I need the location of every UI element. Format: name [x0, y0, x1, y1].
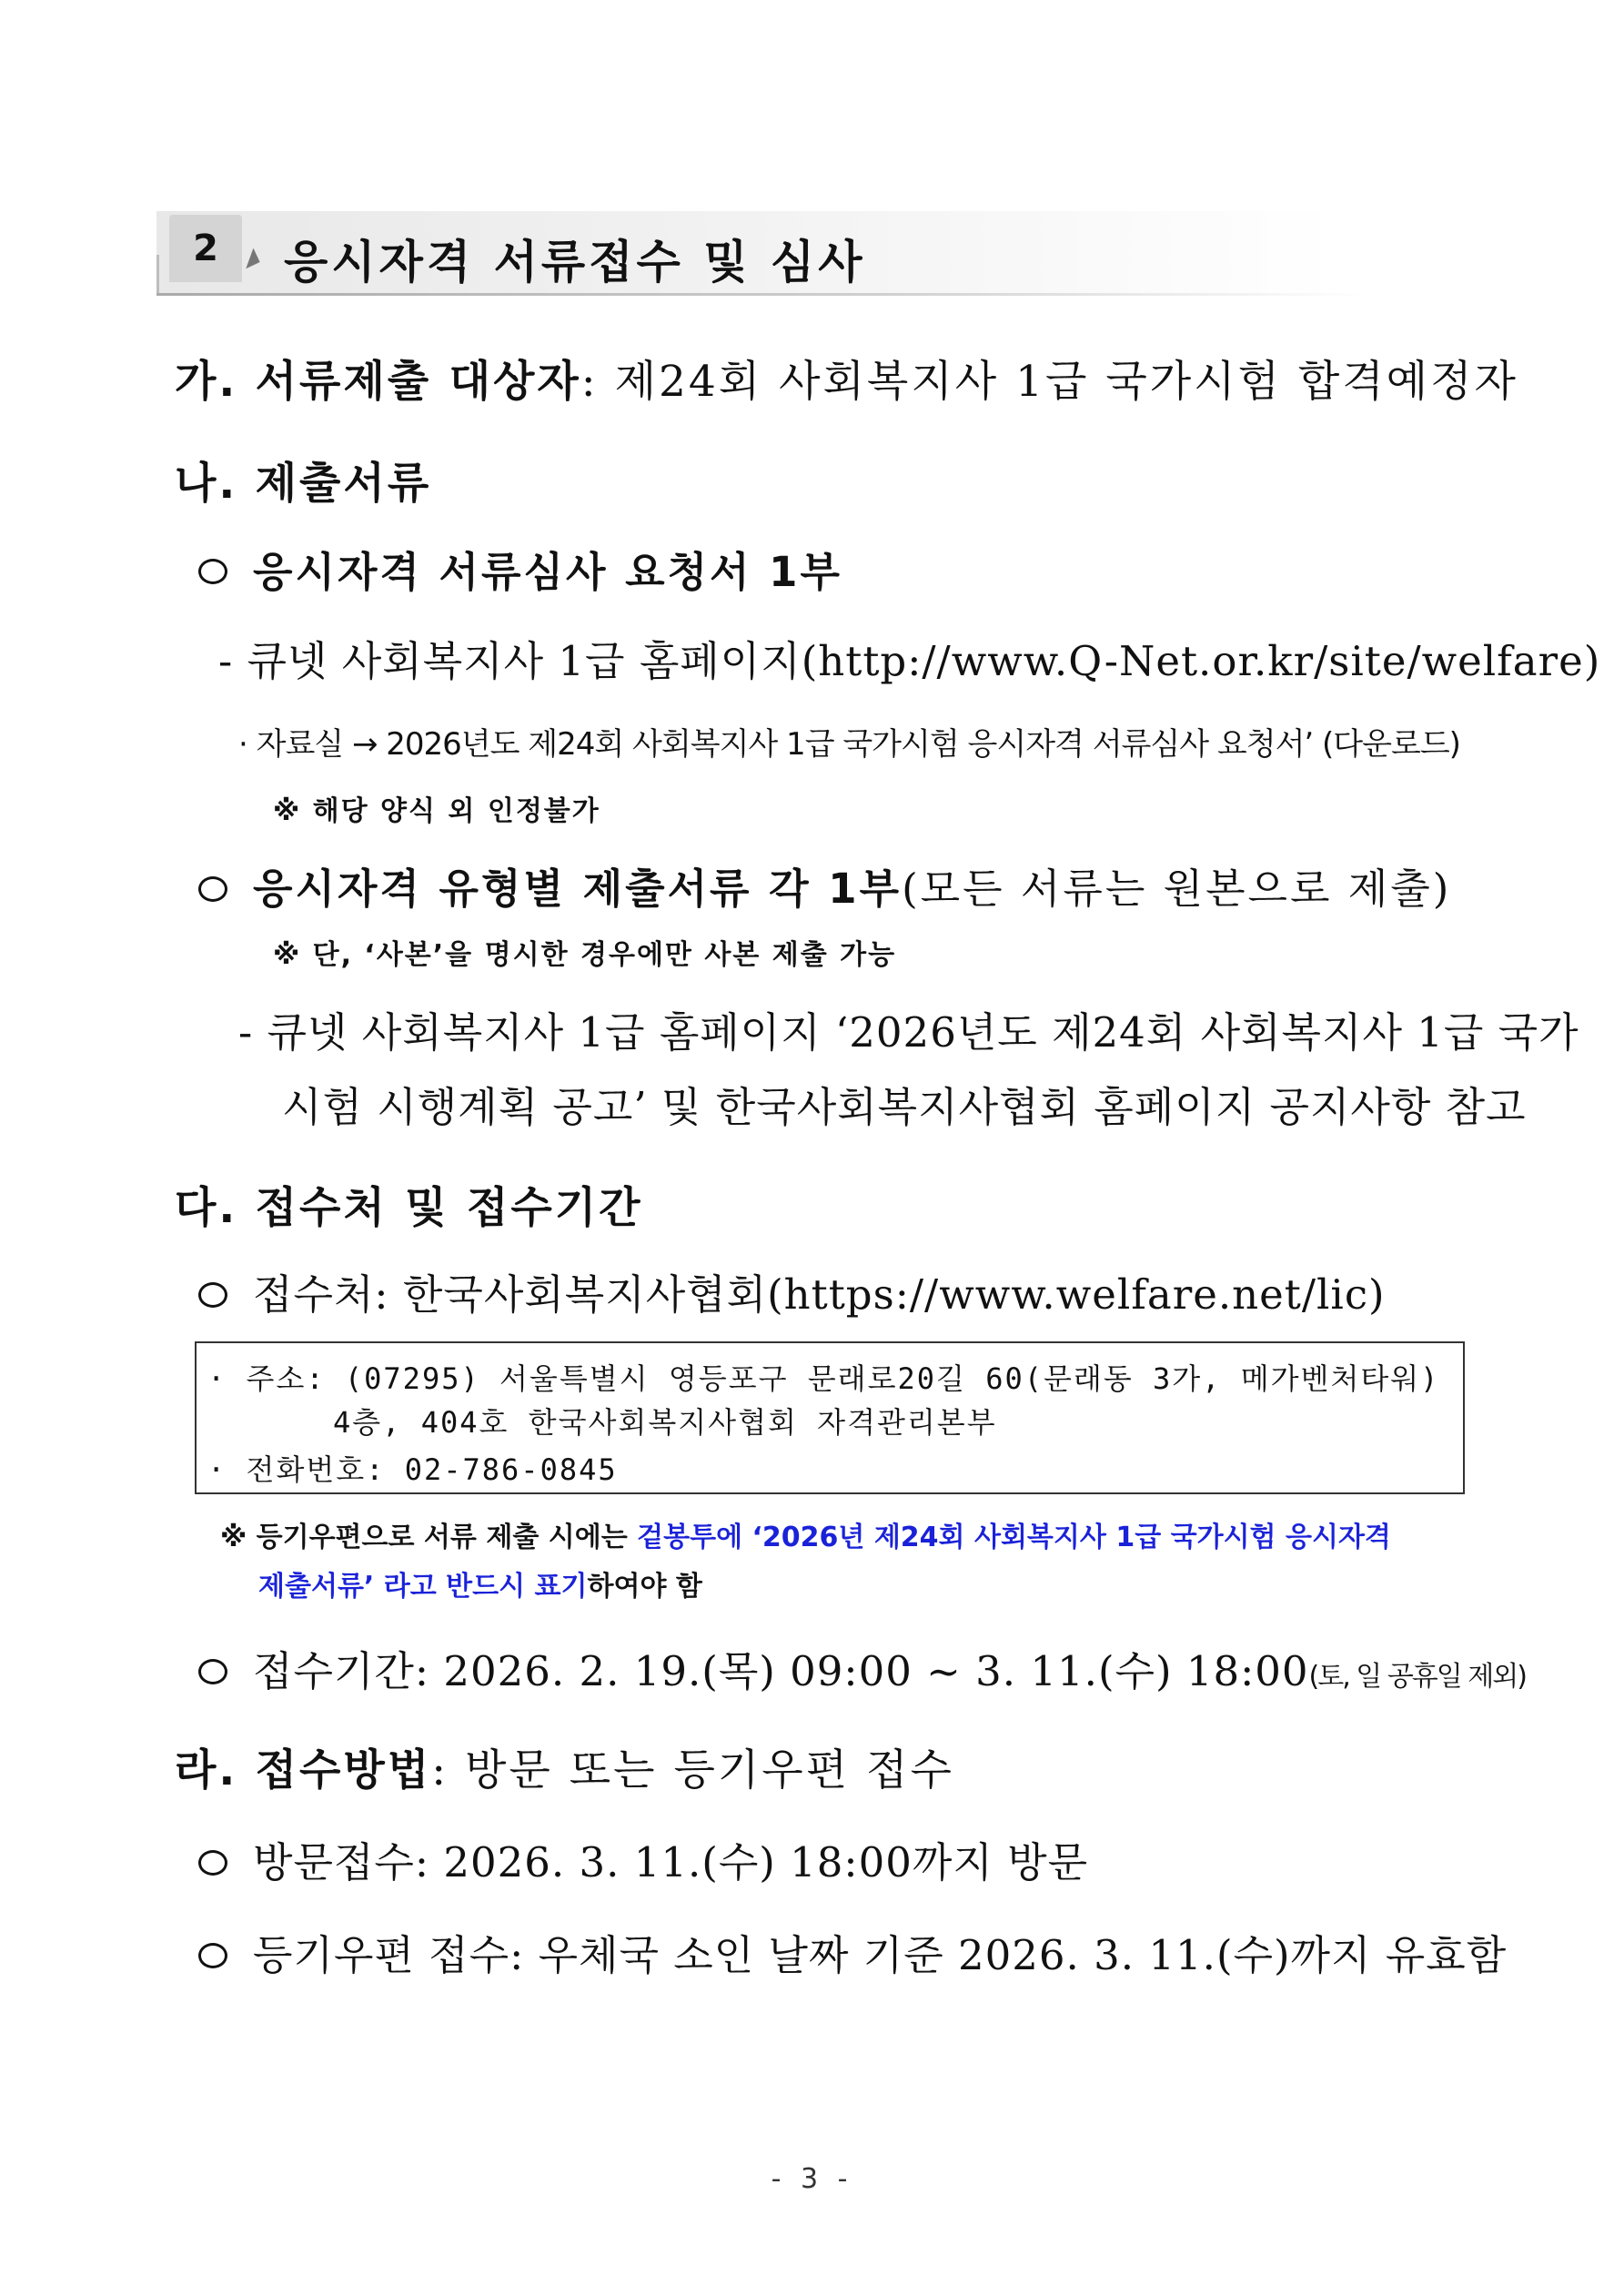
- da-period-main: 접수기간: 2026. 2. 19.(목) 09:00 ~ 3. 11.(수) 18:00: [253, 1647, 1309, 1695]
- na-item2-rest: (모든 서류는 원본으로 제출): [902, 865, 1452, 913]
- na-item1-text: 응시자격 서류심사 요청서 1부: [253, 548, 842, 596]
- mail-notice-prefix: ※ 등기우편으로 서류 제출 시에는: [220, 1522, 638, 1553]
- section-header-left-edge: [156, 255, 159, 295]
- page-number: - 3 -: [771, 2163, 853, 2195]
- phone-line: · 전화번호: 02-786-0845: [207, 1452, 618, 1487]
- circle-bullet-icon: [198, 1850, 227, 1876]
- mail-notice-line-1: [220, 1514, 1391, 1554]
- mail-notice-blue-1: 겉봉투에 ‘2026년 제24회 사회복지사 1급 국가시험 응시자격: [637, 1522, 1391, 1553]
- ra-visit-text: 방문접수: 2026. 3. 11.(수) 18:00까지 방문: [253, 1838, 1089, 1886]
- item-da-label: 다. 접수처 및 접수기간: [175, 1183, 643, 1233]
- na-item2-note: ※ 단, ‘사본’을 명시한 경우에만 사본 제출 가능: [273, 939, 897, 971]
- da-period-small: (토, 일 공휴일 제외): [1308, 1661, 1526, 1693]
- ra-mail: [198, 1922, 1507, 1981]
- address-line-2: 4층, 404호 한국사회복지사협회 자격관리본부: [333, 1405, 997, 1440]
- circle-bullet-icon: [198, 876, 227, 902]
- da-place: [198, 1261, 1386, 1320]
- da-period: [198, 1638, 1526, 1697]
- item-ga: [175, 348, 1518, 409]
- circle-bullet-icon: [198, 1943, 227, 1968]
- item-na-label: 나. 제출서류: [175, 459, 432, 509]
- item-ra-text: : 방문 또는 등기우편 접수: [431, 1745, 954, 1795]
- item-ga-label: 가. 서류제출 대상자: [175, 357, 581, 407]
- section-underline: [156, 293, 1367, 296]
- item-ra: [175, 1736, 954, 1797]
- na-item2: [198, 855, 1451, 915]
- na-item2-bold: 응시자격 유형별 제출서류 각 1부: [253, 865, 903, 913]
- address-line-1: · 주소: (07295) 서울특별시 영등포구 문래로20길 60(문래동 3가, 메가벤처타워): [207, 1361, 1440, 1396]
- ra-mail-text: 등기우편 접수: 우체국 소인 날짜 기준 2026. 3. 11.(수)까지 유효함: [253, 1931, 1508, 1979]
- section-number-box: 2: [169, 215, 242, 282]
- mail-notice-blue-2: 제출서류’ 라고 반드시 표기: [258, 1571, 588, 1603]
- na-item2-sub-line1: - 큐넷 사회복지사 1급 홈페이지 ‘2026년도 제24회 사회복지사 1급 국가: [238, 1008, 1579, 1057]
- na-item1-note: ※ 해당 양식 외 인정불가: [273, 795, 600, 827]
- mail-notice-suffix: 하여야 함: [587, 1571, 702, 1603]
- na-item1-sub2: · 자료실 → 2026년도 제24회 사회복지사 1급 국가시험 응시자격 서류심사 요청서’ (다운로드): [238, 726, 1460, 763]
- na-item2-sub-line2: 시험 시행계획 공고’ 및 한국사회복지사협회 홈페이지 공지사항 참고: [282, 1083, 1527, 1131]
- circle-bullet-icon: [198, 1282, 227, 1308]
- circle-bullet-icon: [198, 1659, 227, 1684]
- mail-notice-line-2: [258, 1563, 702, 1603]
- na-item1-sub: - 큐넷 사회복지사 1급 홈페이지(http://www.Q-Net.or.kr/site/welfare): [218, 637, 1601, 685]
- section-title: 응시자격 서류접수 및 심사: [284, 236, 866, 288]
- ra-visit: [198, 1829, 1088, 1888]
- na-item1: [198, 539, 842, 598]
- item-ra-label: 라. 접수방법: [175, 1745, 432, 1795]
- item-ga-text: : 제24회 사회복지사 1급 국가시험 합격예정자: [580, 357, 1518, 407]
- da-place-text: 접수처: 한국사회복지사협회(https://www.welfare.net/lic): [253, 1270, 1386, 1319]
- circle-bullet-icon: [198, 559, 227, 584]
